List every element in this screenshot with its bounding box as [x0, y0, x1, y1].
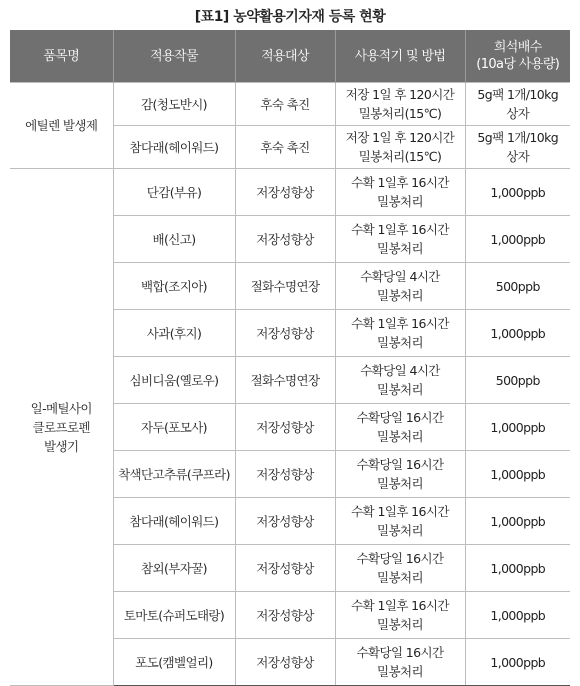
target-cell: 저장성향상 — [235, 404, 335, 451]
dose-cell: 5g팩 1개/10kg 상자 — [465, 83, 570, 126]
target-cell: 저장성향상 — [235, 498, 335, 545]
crop-cell: 사과(후지) — [113, 310, 235, 357]
target-cell: 저장성향상 — [235, 639, 335, 686]
target-cell: 저장성향상 — [235, 451, 335, 498]
table-row — [10, 83, 570, 126]
crop-cell: 배(신고) — [113, 216, 235, 263]
crop-cell: 자두(포모사) — [113, 404, 235, 451]
method-cell: 수확당일 4시간 밀봉처리 — [335, 357, 465, 404]
crop-cell: 참다래(헤이워드) — [113, 126, 235, 169]
dose-cell: 1,000ppb — [465, 498, 570, 545]
group-name: 에틸렌 발생제 — [10, 83, 113, 169]
crop-cell: 포도(캠벨얼리) — [113, 639, 235, 686]
header-target: 적용대상 — [235, 30, 335, 83]
method-cell: 수확당일 16시간 밀봉처리 — [335, 545, 465, 592]
method-cell: 수확 1일후 16시간 밀봉처리 — [335, 216, 465, 263]
crop-cell: 감(청도반시) — [113, 83, 235, 126]
dose-cell: 1,000ppb — [465, 592, 570, 639]
header-dilution: 희석배수 (10a당 사용량) — [465, 30, 570, 83]
table-row — [10, 169, 570, 216]
method-cell: 저장 1일 후 120시간 밀봉처리(15℃) — [335, 83, 465, 126]
method-cell: 수확당일 4시간 밀봉처리 — [335, 263, 465, 310]
method-cell: 수확당일 16시간 밀봉처리 — [335, 404, 465, 451]
header-product-name: 품목명 — [10, 30, 113, 83]
target-cell: 저장성향상 — [235, 216, 335, 263]
crop-cell: 참외(부자꿀) — [113, 545, 235, 592]
dose-cell: 1,000ppb — [465, 451, 570, 498]
target-cell: 절화수명연장 — [235, 357, 335, 404]
dose-cell: 500ppb — [465, 263, 570, 310]
method-cell: 수확 1일후 16시간 밀봉처리 — [335, 592, 465, 639]
target-cell: 절화수명연장 — [235, 263, 335, 310]
dose-cell: 5g팩 1개/10kg 상자 — [465, 126, 570, 169]
dose-cell: 1,000ppb — [465, 404, 570, 451]
method-cell: 수확당일 16시간 밀봉처리 — [335, 451, 465, 498]
method-cell: 수확 1일후 16시간 밀봉처리 — [335, 310, 465, 357]
method-cell: 수확 1일후 16시간 밀봉처리 — [335, 498, 465, 545]
method-cell: 저장 1일 후 120시간 밀봉처리(15℃) — [335, 126, 465, 169]
dose-cell: 500ppb — [465, 357, 570, 404]
crop-cell: 참다래(헤이워드) — [113, 498, 235, 545]
group-name: 일-메틸사이 클로프로펜 발생기 — [10, 169, 113, 686]
target-cell: 저장성향상 — [235, 169, 335, 216]
header-method: 사용적기 및 방법 — [335, 30, 465, 83]
dose-cell: 1,000ppb — [465, 169, 570, 216]
registration-table — [10, 30, 570, 686]
target-cell: 후숙 촉진 — [235, 83, 335, 126]
header-row — [10, 30, 570, 83]
method-cell: 수확당일 16시간 밀봉처리 — [335, 639, 465, 686]
dose-cell: 1,000ppb — [465, 216, 570, 263]
dose-cell: 1,000ppb — [465, 639, 570, 686]
table-title: [표1] 농약활용기자재 등록 현황 — [194, 9, 386, 25]
target-cell: 저장성향상 — [235, 310, 335, 357]
dose-cell: 1,000ppb — [465, 545, 570, 592]
target-cell: 후숙 촉진 — [235, 126, 335, 169]
crop-cell: 백합(조지아) — [113, 263, 235, 310]
header-crop: 적용작물 — [113, 30, 235, 83]
target-cell: 저장성향상 — [235, 545, 335, 592]
dose-cell: 1,000ppb — [465, 310, 570, 357]
crop-cell: 착색단고추류(쿠프라) — [113, 451, 235, 498]
crop-cell: 단감(부유) — [113, 169, 235, 216]
crop-cell: 심비디움(옐로우) — [113, 357, 235, 404]
method-cell: 수확 1일후 16시간 밀봉처리 — [335, 169, 465, 216]
crop-cell: 토마토(슈퍼도태랑) — [113, 592, 235, 639]
target-cell: 저장성향상 — [235, 592, 335, 639]
